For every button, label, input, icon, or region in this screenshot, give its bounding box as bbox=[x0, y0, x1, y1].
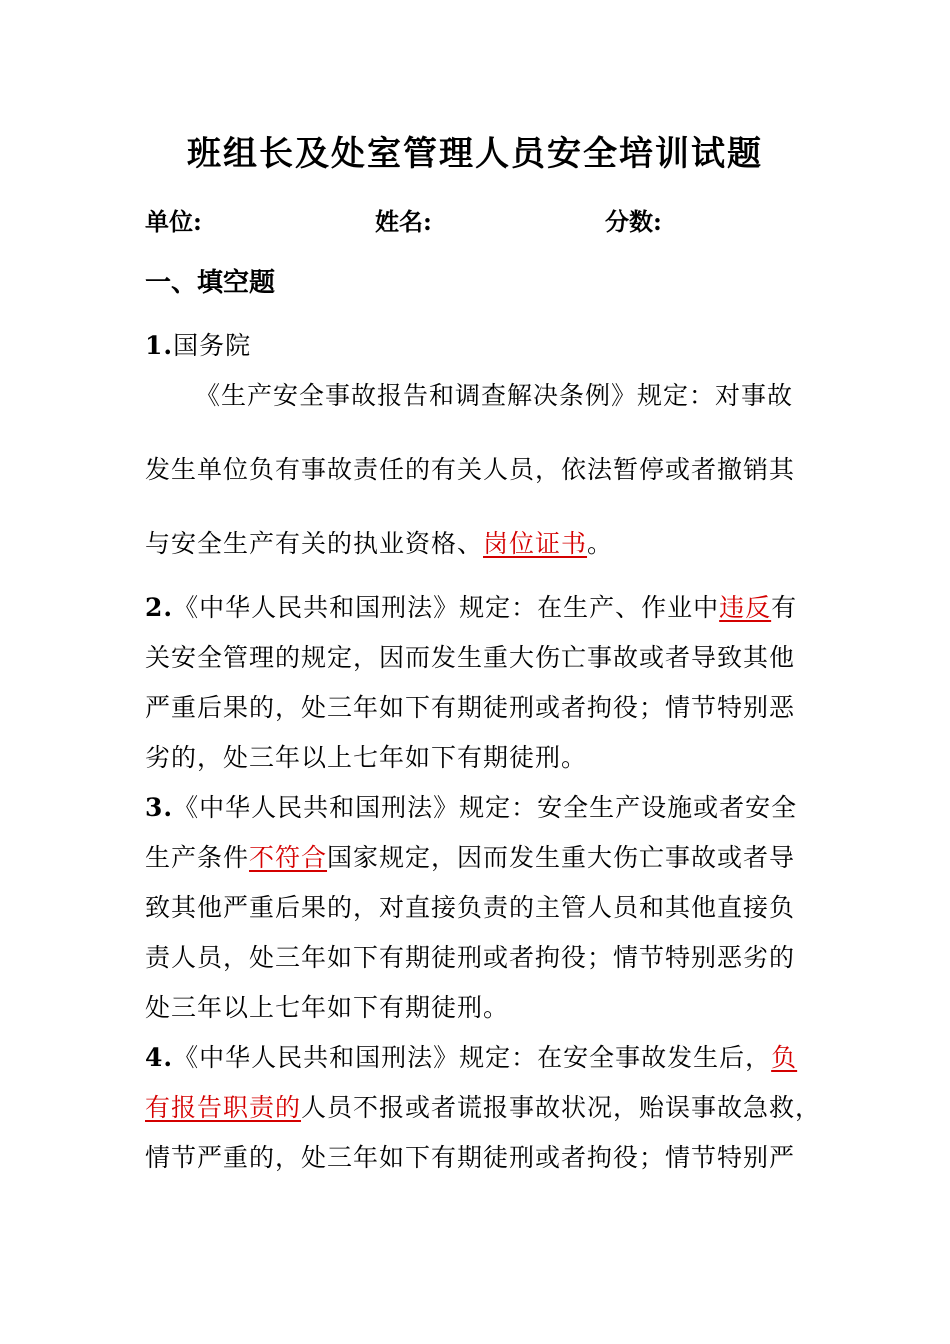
q3-text-2b: 国家规定，因而发生重大伤亡事故或者导 bbox=[327, 843, 796, 872]
q1-line-2 bbox=[195, 376, 793, 412]
q4-line-2 bbox=[145, 1088, 821, 1124]
q2-text-3: 严重后果的，处三年如下有期徒刑或者拘役；情节特别恶 bbox=[145, 693, 796, 722]
q2-line-3 bbox=[145, 688, 795, 724]
q2-text-4: 劣的，处三年以上七年如下有期徒刑。 bbox=[145, 743, 588, 772]
q1-line-1 bbox=[145, 326, 251, 362]
q2-number: 2. bbox=[145, 593, 174, 622]
q2-line-1 bbox=[145, 588, 797, 624]
q1-text-4b: 。 bbox=[587, 529, 614, 558]
q3-answer: 不符合 bbox=[249, 843, 328, 872]
q1-answer: 岗位证书 bbox=[483, 529, 588, 558]
q1-line-4 bbox=[145, 524, 613, 560]
q2-answer: 违反 bbox=[719, 593, 772, 622]
q4-line-3 bbox=[145, 1138, 795, 1174]
q1-text-3: 发生单位负有事故责任的有关人员，依法暂停或者撤销其 bbox=[145, 455, 796, 484]
q1-text-2: 《生产安全事故报告和调查解决条例》规定：对事故 bbox=[195, 381, 794, 410]
info-row bbox=[145, 202, 845, 238]
q2-text-1b: 有 bbox=[771, 593, 798, 622]
q4-line-1 bbox=[145, 1038, 797, 1074]
unit-label: 单位: bbox=[145, 207, 202, 236]
q3-text-4: 责人员，处三年如下有期徒刑或者拘役；情节特别恶劣的 bbox=[145, 943, 796, 972]
q3-number: 3. bbox=[145, 793, 174, 822]
q2-text-1a: 《中华人民共和国刑法》规定：在生产、作业中 bbox=[173, 593, 720, 622]
q3-text-2a: 生产条件 bbox=[145, 843, 250, 872]
document-title: 班组长及处室管理人员安全培训试题 bbox=[187, 134, 763, 174]
q3-line-2 bbox=[145, 838, 795, 874]
q4-text-3: 情节严重的，处三年如下有期徒刑或者拘役；情节特别严 bbox=[145, 1143, 796, 1172]
q1-number: 1. bbox=[145, 331, 174, 360]
q3-line-5 bbox=[145, 988, 509, 1024]
q3-text-1: 《中华人民共和国刑法》规定：安全生产设施或者安全 bbox=[173, 793, 798, 822]
q4-text-2b: 人员不报或者谎报事故状况，贻误事故急救， bbox=[301, 1093, 822, 1122]
q3-text-5: 处三年以上七年如下有期徒刑。 bbox=[145, 993, 510, 1022]
q3-text-3: 致其他严重后果的，对直接负责的主管人员和其他直接负 bbox=[145, 893, 796, 922]
q1-text-4a: 与安全生产有关的执业资格、 bbox=[145, 529, 484, 558]
q4-number: 4. bbox=[145, 1043, 174, 1072]
q4-answer-part-2: 有报告职责的 bbox=[145, 1093, 302, 1122]
score-label: 分数: bbox=[605, 207, 662, 236]
q2-line-4 bbox=[145, 738, 587, 774]
q2-text-2: 关安全管理的规定，因而发生重大伤亡事故或者导致其他 bbox=[145, 643, 796, 672]
q3-line-1 bbox=[145, 788, 797, 824]
q1-line-3 bbox=[145, 450, 795, 486]
section-heading: 一、填空题 bbox=[145, 268, 276, 298]
q1-text-1: 国务院 bbox=[173, 331, 252, 360]
q2-line-2 bbox=[145, 638, 795, 674]
name-label: 姓名: bbox=[375, 207, 432, 236]
q4-text-1a: 《中华人民共和国刑法》规定：在安全事故发生后， bbox=[173, 1043, 772, 1072]
q3-line-4 bbox=[145, 938, 795, 974]
q4-answer-part-1: 负 bbox=[771, 1043, 798, 1072]
q3-line-3 bbox=[145, 888, 795, 924]
